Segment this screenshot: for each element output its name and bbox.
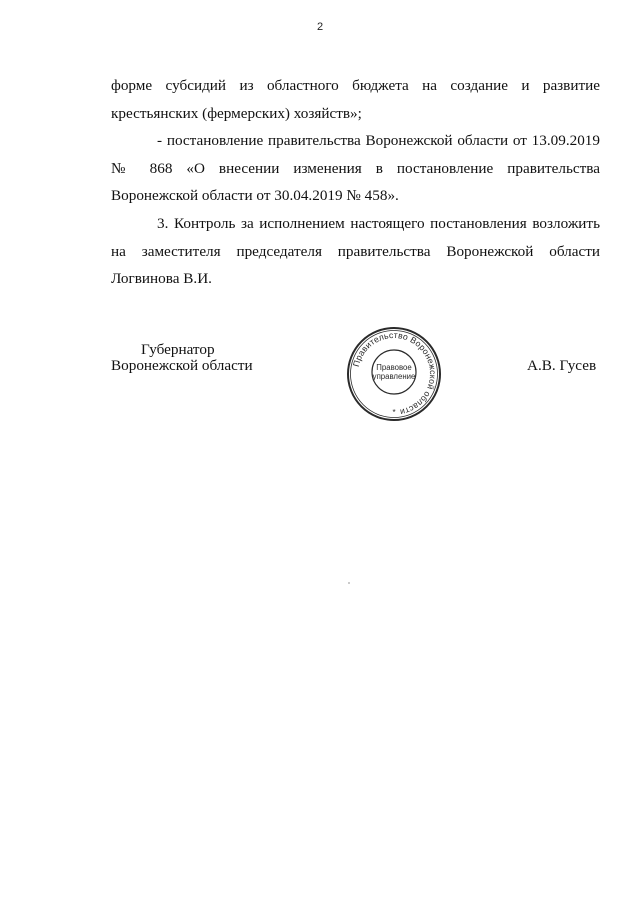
scan-artifact xyxy=(348,582,350,584)
stamp-ring-text: Правительство Воронежской области xyxy=(350,329,439,418)
signatory-title-line1: Губернатор xyxy=(141,341,215,358)
signatory-name: А.В. Гусев xyxy=(527,357,597,374)
paragraph-continuation: форме субсидий из областного бюджета на создание и развитие крестьянских (фермерских) хозяйств»; xyxy=(111,77,600,122)
page-number: 2 xyxy=(316,21,324,33)
stamp-star-icon: * xyxy=(392,408,396,417)
stamp-center-line1: Правовое xyxy=(376,363,412,372)
official-stamp xyxy=(344,324,444,424)
signature-block xyxy=(0,330,640,420)
signatory-title-line2: Воронежской области xyxy=(111,357,253,374)
document-body xyxy=(111,72,600,293)
stamp-center-line2: управление xyxy=(372,372,416,381)
paragraph-control-clause: 3. Контроль за исполнением настоящего постановления возложить на заместителя председателя правительства Воронежской области Логвинова В.И. xyxy=(111,214,600,288)
paragraph-resolution-item: - постановление правительства Воронежской области от 13.09.2019 № 868 «О внесении изменения в постановление правительства Воронежской области от 30.04.2019 № 458». xyxy=(111,132,600,205)
